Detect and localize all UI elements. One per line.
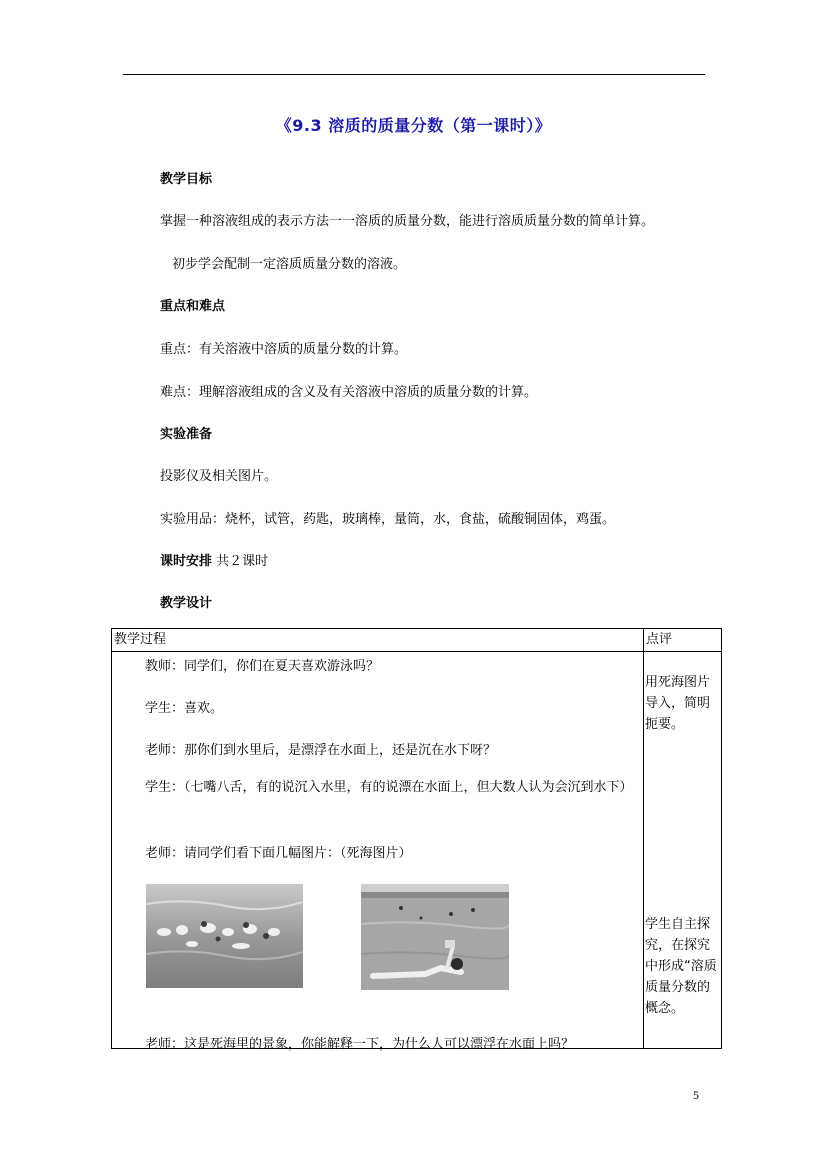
comment-cell — [644, 652, 722, 1049]
dialogue-line-1: 教师：同学们，你们在夏天喜欢游泳吗？ — [145, 659, 380, 674]
dialogue-line-3: 老师：那你们到水里后，是漂浮在水面上，还是沉在水下呀？ — [145, 743, 497, 758]
page-number: 5 — [693, 1088, 699, 1102]
key-point: 重点：有关溶液中溶质的质量分数的计算。 — [160, 342, 408, 357]
dialogue-line-4: 学生：（七嘴八舌，有的说沉入水里，有的说漂在水面上，但大数人认为会沉到水下） — [145, 780, 633, 795]
schedule-heading: 课时安排 — [160, 554, 213, 569]
header-comment: 点评 — [644, 629, 722, 652]
goal-1: 掌握一种溶液组成的表示方法一一溶质的质量分数，能进行溶质质量分数的简单计算。 — [160, 214, 655, 229]
prep-heading: 实验准备 — [160, 427, 213, 442]
design-heading: 教学设计 — [160, 596, 213, 611]
dialogue-line-6: 老师：这是死海里的景象，你能解释一下，为什么人可以漂浮在水面上吗？ — [145, 1037, 575, 1052]
dead-sea-photo-1 — [146, 884, 303, 988]
prep-1: 投影仪及相关图片。 — [160, 469, 278, 484]
goal-2: 初步学会配制一定溶质质量分数的溶液。 — [172, 257, 407, 272]
prep-2: 实验用品：烧杯，试管，药匙，玻璃棒，量筒，水，食盐，硫酸铜固体，鸡蛋。 — [160, 512, 616, 527]
goals-heading: 教学目标 — [160, 172, 213, 187]
dead-sea-photo-2 — [361, 884, 509, 990]
dialogue-line-5: 老师：请同学们看下面几幅图片：（死海图片） — [145, 846, 412, 861]
comment-2: 学生自主探究，在探究中形成“溶质质量分数的概念。 — [645, 917, 717, 1016]
schedule-line — [160, 550, 268, 569]
difficult-point: 难点：理解溶液组成的含义及有关溶液中溶质的质量分数的计算。 — [160, 385, 538, 400]
key-heading: 重点和难点 — [160, 299, 226, 314]
header-rule — [123, 74, 705, 75]
comment-1: 用死海图片导入，简明扼要。 — [645, 675, 711, 732]
teaching-design-table — [111, 628, 722, 1052]
process-cell — [112, 652, 644, 1052]
schedule-value: 共２课时 — [216, 554, 269, 569]
page-title: 《9.3 溶质的质量分数（第一课时）》 — [275, 116, 552, 135]
dialogue-line-2: 学生：喜欢。 — [145, 701, 224, 716]
header-process: 教学过程 — [112, 629, 644, 652]
